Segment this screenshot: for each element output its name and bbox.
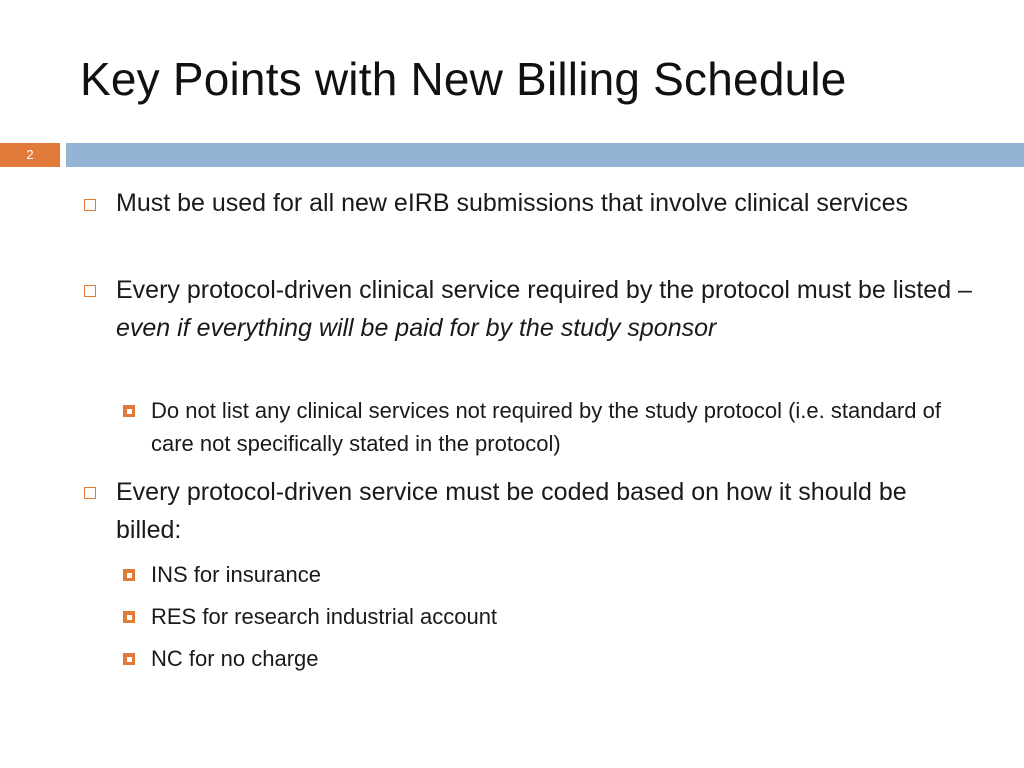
sub-bullet-text: INS for insurance	[151, 562, 321, 587]
filled-square-bullet-icon	[123, 405, 135, 417]
hollow-square-bullet-icon	[84, 199, 96, 211]
slide-number: 2	[26, 147, 34, 162]
bullet-text: Must be used for all new eIRB submissions that involve clinical services	[116, 189, 909, 217]
filled-square-bullet-icon	[123, 611, 135, 623]
sub-bullet-text: NC for no charge	[151, 646, 319, 671]
bullet-text: Every protocol-driven service must be coded based on how it should be billed:	[116, 478, 907, 544]
hollow-square-bullet-icon	[84, 285, 96, 297]
sub-bullet-text: RES for research industrial account	[151, 604, 498, 629]
hollow-square-bullet-icon	[84, 487, 96, 499]
filled-square-bullet-icon	[123, 653, 135, 665]
bullet-text-emphasis: even if everything will be paid for by the study sponsor	[116, 314, 717, 342]
title-divider-bar	[66, 143, 1024, 167]
bullet-text-plain: Every protocol-driven clinical service required by the protocol must be listed –	[116, 276, 972, 304]
slide-title: Key Points with New Billing Schedule	[80, 53, 847, 105]
bullet-text	[116, 271, 976, 347]
sub-bullet-text: Do not list any clinical services not required by the study protocol (i.e. standard of care not specifically stated in the protocol)	[151, 398, 941, 456]
filled-square-bullet-icon	[123, 569, 135, 581]
